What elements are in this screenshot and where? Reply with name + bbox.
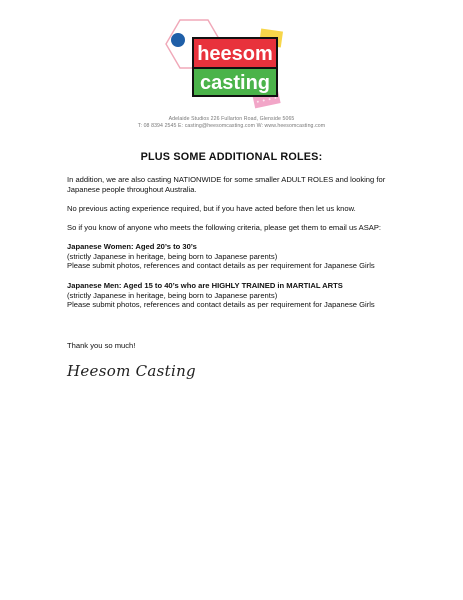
page-heading: PLUS SOME ADDITIONAL ROLES:	[140, 151, 323, 163]
intro-paragraph-3: So if you know of anyone who meets the following criteria, please get them to email us ASAP:	[67, 223, 382, 232]
intro-paragraph-2: No previous acting experience required, but if you have acted before then let us know.	[67, 204, 356, 213]
role-men-block	[67, 281, 407, 310]
heesom-casting-logo	[150, 18, 296, 110]
role-women-heritage: (strictly Japanese in heritage, being born to Japanese parents)	[67, 251, 278, 261]
intro-paragraph-1: In addition, we are also casting NATIONWIDE for some smaller ADULT ROLES and looking for Japanese people throughout Australia.	[67, 175, 386, 194]
role-women-instructions: Please submit photos, references and contact details as per requirement for Japanese Girls	[67, 261, 375, 270]
contact-address: Adelaide Studios 226 Fullarton Road, Glenside 5065	[168, 116, 295, 122]
role-men-title: Japanese Men: Aged 15 to 40’s who are HIGHLY TRAINED in MARTIAL ARTS	[67, 281, 343, 290]
role-men-heritage: (strictly Japanese in heritage, being born to Japanese parents)	[67, 290, 278, 300]
role-women-title: Japanese Women: Aged 20’s to 30’s	[67, 242, 197, 251]
signature: Heesom Casting	[67, 362, 196, 380]
logo-graphic	[150, 18, 296, 110]
blue-circle-shape	[171, 33, 185, 47]
role-women-block	[67, 242, 407, 271]
logo-word-2: casting	[199, 72, 271, 94]
logo-word-1: heesom	[197, 43, 273, 65]
role-men-instructions: Please submit photos, references and contact details as per requirement for Japanese Girls	[67, 300, 375, 309]
contact-details: T: 08 8394 2545 E: casting@heesomcasting.com W: www.heesomcasting.com	[137, 123, 326, 129]
closing-line: Thank you so much!	[67, 341, 136, 350]
